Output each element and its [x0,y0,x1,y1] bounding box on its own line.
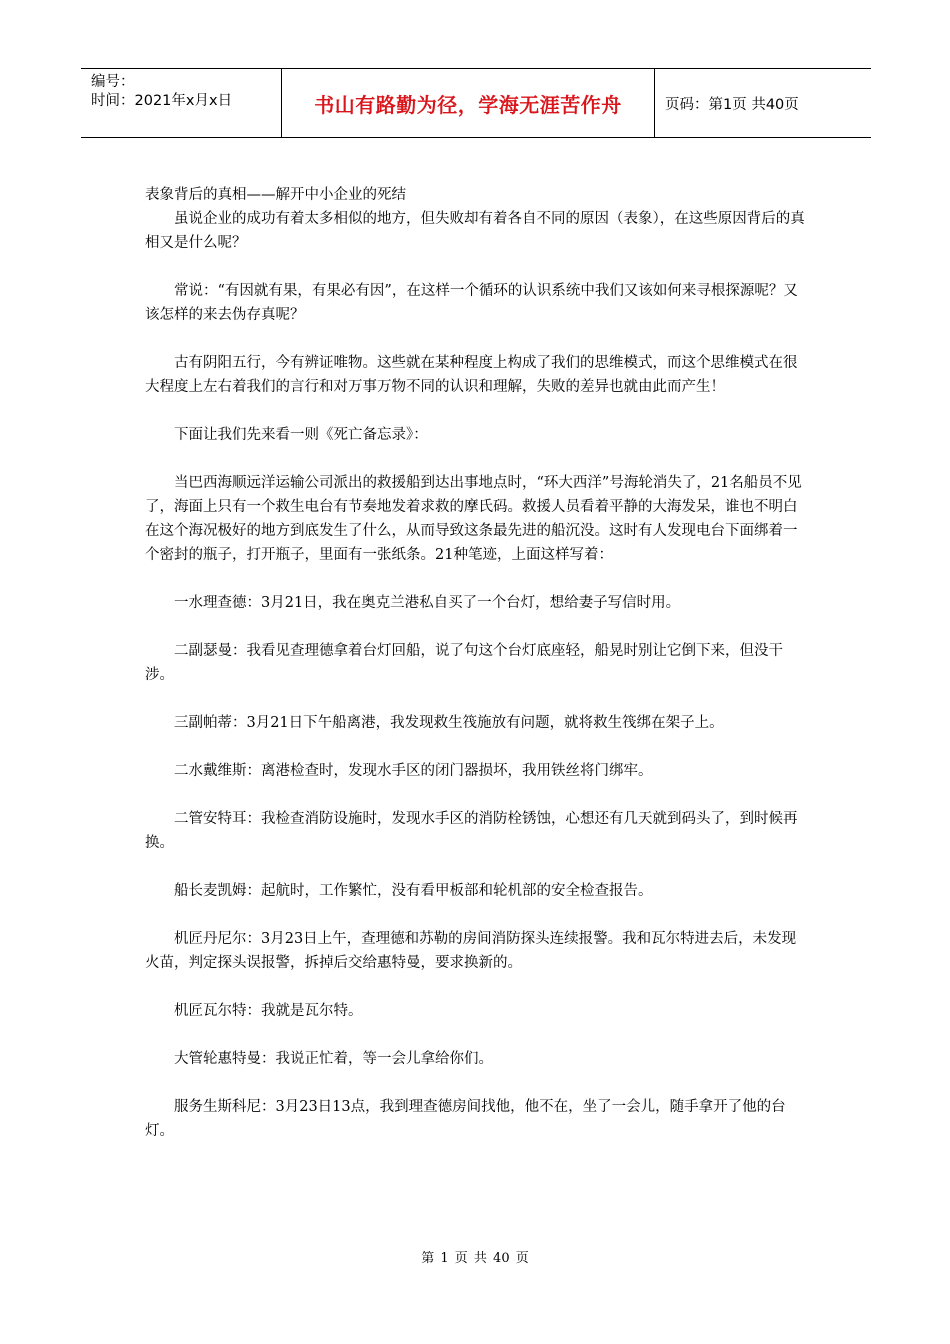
paragraph: 二管安特耳：我检查消防设施时，发现水手区的消防栓锈蚀，心想还有几天就到码头了，到时候再换。 [145,811,798,851]
paragraph: 船长麦凯姆：起航时，工作繁忙，没有看甲板部和轮机部的安全检查报告。 [174,883,653,899]
paragraph: 当巴西海顺远洋运输公司派出的救援船到达出事地点时，“环大西洋”号海轮消失了，21名船员不见了，海面上只有一个救生电台有节奏地发着求救的摩氏码。救援人员看着平静的大海发呆，谁也不明白在这个海况极好的地方到底发生了什么，从而导致这条最先进的船沉没。这时有人发现电台下面绑着一个密封的瓶子，打开瓶子，里面有一张纸条。21种笔迹，上面这样写着： [145,475,802,563]
page-info: 页码：第1页 共40页 [665,96,799,113]
header-meta [81,69,281,137]
number-label: 编号： [91,74,135,90]
time-label: 时间：2021年x月x日 [91,93,233,109]
header-motto-cell [281,69,655,137]
header-page-info [655,69,871,137]
document-body [145,183,810,1143]
page-footer [0,1247,950,1266]
paragraph: 二副瑟曼：我看见查理德拿着台灯回船，说了句这个台灯底座轻，船晃时别让它倒下来，但没干涉。 [145,643,783,683]
paragraph: 常说：“有因就有果，有果必有因”，在这样一个循环的认识系统中我们又该如何来寻根探源呢？又该怎样的来去伪存真呢？ [145,283,798,323]
paragraph: 下面让我们先来看一则《死亡备忘录》： [174,427,428,443]
page-header [81,68,871,138]
paragraph: 二水戴维斯：离港检查时，发现水手区的闭门器损坏，我用铁丝将门绑牢。 [174,763,653,779]
paragraph: 三副帕蒂：3月21日下午船离港，我发现救生筏施放有问题，就将救生筏绑在架子上。 [174,715,724,731]
paragraph: 机匠瓦尔特：我就是瓦尔特。 [174,1003,363,1019]
paragraph: 服务生斯科尼：3月23日13点，我到理查德房间找他，他不在，坐了一会儿，随手拿开了他的台灯。 [145,1099,786,1139]
paragraph: 大管轮惠特曼：我说正忙着，等一会儿拿给你们。 [174,1051,493,1067]
paragraph: 一水理查德：3月21日，我在奥克兰港私自买了一个台灯，想给妻子写信时用。 [174,595,681,611]
paragraph: 虽说企业的成功有着太多相似的地方，但失败却有着各自不同的原因（表象），在这些原因背后的真相又是什么呢？ [145,211,805,251]
motto: 书山有路勤为径，学海无涯苦作舟 [314,92,622,117]
paragraph: 古有阴阳五行，今有辨证唯物。这些就在某种程度上构成了我们的思维模式，而这个思维模式在很大程度上左右着我们的言行和对万事万物不同的认识和理解，失败的差异也就由此而产生！ [145,355,798,395]
paragraph: 机匠丹尼尔：3月23日上午，查理德和苏勒的房间消防探头连续报警。我和瓦尔特进去后，未发现火苗，判定探头误报警，拆掉后交给惠特曼，要求换新的。 [145,931,797,971]
footer-page-number: 第 1 页 共 40 页 [421,1251,529,1266]
document-title: 表象背后的真相——解开中小企业的死结 [145,187,406,203]
